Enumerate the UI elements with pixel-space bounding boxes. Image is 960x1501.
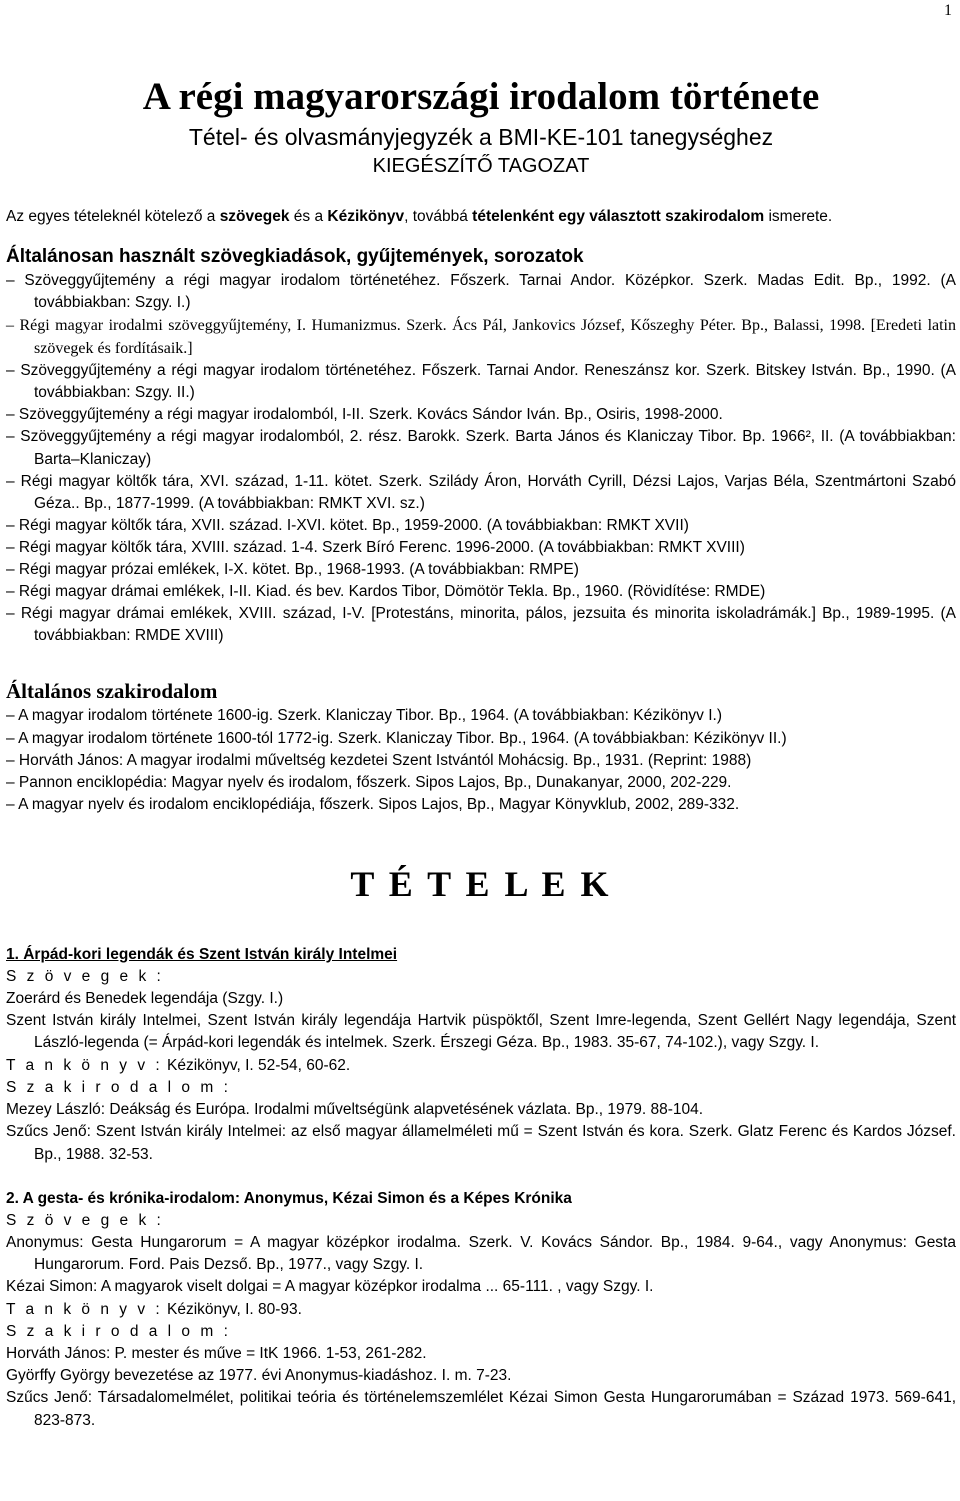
tetelek-heading: T É T E L E K — [350, 863, 612, 904]
szakirodalom-label: S z a k i r o d a l o m : — [6, 1078, 231, 1096]
list-item: – Szöveggyűjtemény a régi magyar irodalomból, I-II. Szerk. Kovács Sándor Iván. Bp., Osiris, 1998-2000. — [6, 406, 723, 424]
list-item: – Régi magyar költők tára, XVIII. század. 1-4. Szerk Bíró Ferenc. 1996-2000. (A továbbiakban: RMKT XVIII) — [6, 538, 745, 556]
list-item: – Régi magyar költők tára, XVII. század. I-XVI. kötet. Bp., 1959-2000. (A továbbiakban: RMKT XVII) — [6, 516, 689, 534]
literature-list — [6, 705, 956, 815]
text-entry: Anonymus: Gesta Hungarorum = A magyar középkor irodalma. Szerk. V. Kovács Sándor. Bp., 1984. 9-64., vagy Anonymus: Gesta Hungarorum. Ford. Pais Dezső. Bp., 1977., vagy Szgy. I. — [6, 1233, 956, 1274]
literature-entry: Szűcs Jenő: Szent István király Intelmei: az első magyar államelméleti mű = Szent István és kora. Szerk. Glatz Ferenc és Kardos József. Bp., 1988. 32-53. — [6, 1123, 956, 1163]
tankonyv-label: T a n k ö n y v : — [6, 1300, 163, 1318]
list-item: – Régi magyar drámai emlékek, XVIII. század, I-V. [Protestáns, minorita, pálos, jezsuita és minorita iskoladrámák.] Bp., 1989-1995. (A továbbiakban: RMDE XVIII) — [6, 605, 956, 645]
literature-heading: Általános szakirodalom — [6, 679, 218, 704]
tetel-1-heading: 1. Árpád-kori legendák és Szent István király Intelmei — [6, 945, 398, 963]
list-item: – Régi magyar irodalmi szöveggyűjtemény, I. Humanizmus. Szerk. Ács Pál, Jankovics József, Kőszeghy Péter. Bp., Balassi, 1998. [Eredeti latin szövegek és fordításaik.] — [6, 317, 956, 358]
intro-paragraph: Az egyes tételeknél kötelező a szövegek és a Kézikönyv, továbbá tételenként egy választott szakirodalom ismerete. — [6, 208, 833, 225]
section-label: KIEGÉSZÍTŐ TAGOZAT — [372, 155, 590, 177]
list-item: – A magyar irodalom története 1600-ig. Szerk. Klaniczay Tibor. Bp., 1964. (A továbbiakban: Kézikönyv I.) — [6, 707, 722, 725]
szakirodalom-label: S z a k i r o d a l o m : — [6, 1322, 231, 1340]
literature-entry: Horváth János: P. mester és műve = ItK 1966. 1-53, 261-282. — [6, 1344, 427, 1362]
literature-entry: Györffy György bevezetése az 1977. évi Anonymus-kiadáshoz. I. m. 7-23. — [6, 1367, 512, 1385]
tankonyv-line: T a n k ö n y v : Kézikönyv, I. 52-54, 60-62. — [6, 1056, 351, 1074]
szovegek-label: S z ö v e g e k : — [6, 1211, 164, 1229]
literature-entry: Szűcs Jenő: Társadalomelmélet, politikai teória és történelemszemlélet Kézai Simon Gesta Hungarorumában = Század 1973. 569-641, 823-873. — [6, 1389, 956, 1429]
text-entry: Szent István király Intelmei, Szent István király legendája Hartvik püspöktől, Szent Imre-legenda, Szent Gellért Nagy legendája, Szent László-legenda (= Árpád-kori legendák és intelmek. Szerk. Érszegi Géza. Bp., 1983. 35-67, 74-102.), vagy Szgy. I. — [6, 1012, 956, 1052]
list-item: – Pannon enciklopédia: Magyar nyelv és irodalom, főszerk. Sipos Lajos, Bp., Dunakanyar, 2000, 202-229. — [6, 773, 732, 791]
tetel-1 — [6, 944, 956, 1166]
tankonyv-label: T a n k ö n y v : — [6, 1056, 163, 1074]
list-item: – Szöveggyűjtemény a régi magyar irodalomból, 2. rész. Barokk. Szerk. Barta János és Klaniczay Tibor. Bp. 1966², II. (A továbbiakban: Barta–Klaniczay) — [6, 428, 956, 468]
editions-heading: Általánosan használt szövegkiadások, gyűjtemények, sorozatok — [6, 246, 584, 267]
list-item: – Régi magyar prózai emlékek, I-X. kötet. Bp., 1968-1993. (A továbbiakban: RMPE) — [6, 561, 579, 579]
text-entry: Zoerárd és Benedek legendája (Szgy. I.) — [6, 990, 284, 1008]
literature-entry: Mezey László: Deákság és Európa. Irodalmi műveltségünk alapvetésének vázlata. Bp., 1979. 88-104. — [6, 1101, 704, 1119]
list-item: – A magyar irodalom története 1600-tól 1772-ig. Szerk. Klaniczay Tibor. Bp., 1964. (A továbbiakban: Kézikönyv II.) — [6, 729, 787, 747]
list-item: – Régi magyar költők tára, XVI. század, 1-11. kötet. Szerk. Szilády Áron, Horváth Cyrill, Dézsi Lajos, Varjas Béla, Szentmártoni Szabó Géza.. Bp., 1877-1999. (A továbbiakban: RMKT XVI. sz.) — [6, 472, 956, 512]
document-body — [6, 74, 956, 1432]
tankonyv-line: T a n k ö n y v : Kézikönyv, I. 80-93. — [6, 1300, 302, 1318]
page-subtitle: Tétel- és olvasmányjegyzék a BMI-KE-101 tanegységhez — [188, 124, 774, 150]
page-number: 1 — [944, 2, 952, 19]
list-item: – A magyar nyelv és irodalom enciklopédiája, főszerk. Sipos Lajos, Bp., Magyar Könyvklub, 2002, 289-332. — [6, 795, 740, 813]
page-title: A régi magyarországi irodalom története — [142, 75, 820, 118]
list-item: – Horváth János: A magyar irodalmi műveltség kezdetei Szent Istvántól Mohácsig. Bp., 1931. (Reprint: 1988) — [6, 751, 752, 769]
text-entry: Kézai Simon: A magyarok viselt dolgai = A magyar középkor irodalma ... 65-111. , vagy Szgy. I. — [6, 1278, 654, 1296]
tetel-2 — [6, 1188, 956, 1432]
list-item: – Régi magyar drámai emlékek, I-II. Kiad. és bev. Kardos Tibor, Dömötör Tekla. Bp., 1960. (Rövidítése: RMDE) — [6, 583, 766, 601]
list-item: – Szöveggyűjtemény a régi magyar irodalom történetéhez. Főszerk. Tarnai Andor. Középkor. Szerk. Madas Edit. Bp., 1992. (A továbbiakban: Szgy. I.) — [6, 272, 956, 312]
list-item: – Szöveggyűjtemény a régi magyar irodalom történetéhez. Főszerk. Tarnai Andor. Reneszánsz kor. Szerk. Bitskey István. Bp., 1990. (A továbbiakban: Szgy. II.) — [6, 362, 956, 402]
tetel-2-heading: 2. A gesta- és krónika-irodalom: Anonymus, Kézai Simon és a Képes Krónika — [6, 1189, 572, 1207]
editions-list — [6, 270, 956, 647]
szovegek-label: S z ö v e g e k : — [6, 967, 164, 985]
